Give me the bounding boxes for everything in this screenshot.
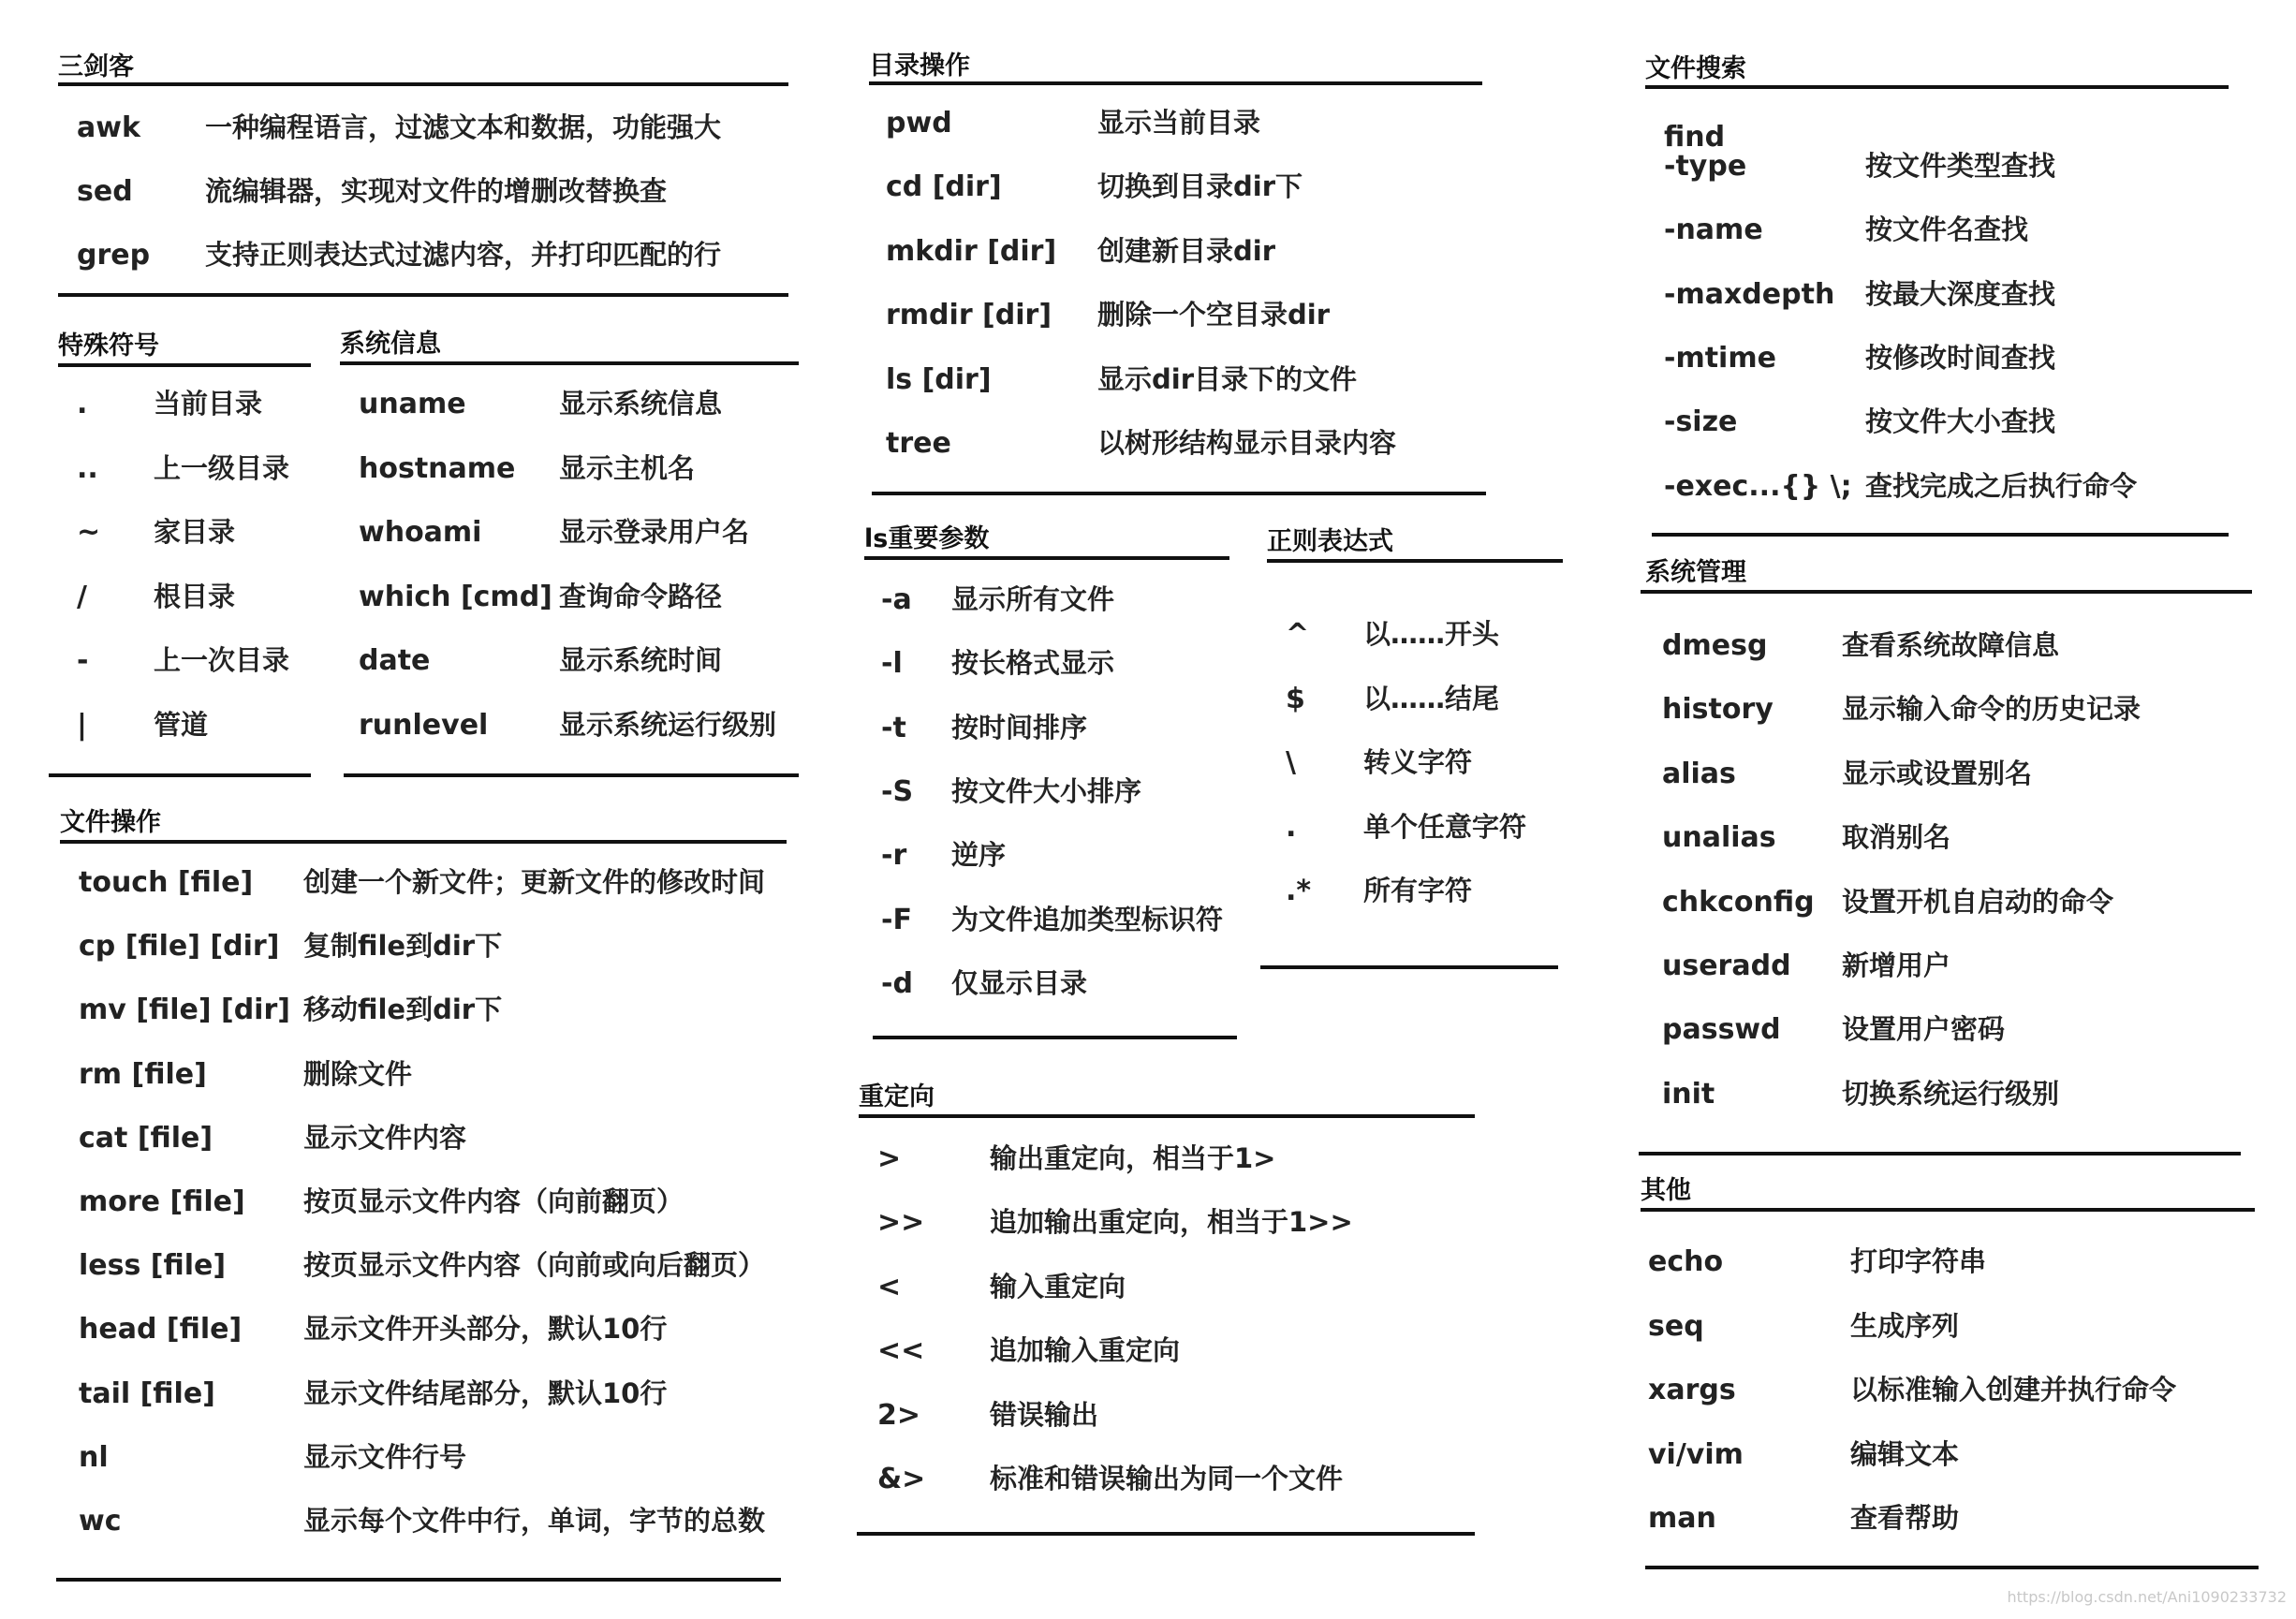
section-lsparams bbox=[864, 526, 1239, 1046]
command-description: 查看帮助 bbox=[1850, 1502, 1960, 1534]
command-description: 显示每个文件中行，单词，字节的总数 bbox=[303, 1505, 766, 1537]
command-description: 追加输出重定向，相当于1>> bbox=[990, 1206, 1353, 1239]
command-name: . bbox=[77, 388, 88, 420]
command-name: rmdir [dir] bbox=[886, 299, 1052, 332]
command-description: 显示dir目录下的文件 bbox=[1097, 362, 1358, 395]
command-name: -S bbox=[881, 774, 914, 808]
command-description: 新增用户 bbox=[1842, 949, 1951, 981]
command-description: 按长格式显示 bbox=[951, 647, 1115, 680]
command-name: hostname bbox=[359, 451, 516, 485]
command-name: < bbox=[877, 1270, 902, 1303]
command-name: history bbox=[1662, 693, 1774, 727]
command-description: 按修改时间查找 bbox=[1865, 341, 2056, 374]
command-name: -a bbox=[881, 583, 912, 616]
command-name: man bbox=[1648, 1502, 1716, 1535]
command-name: -name bbox=[1664, 213, 1763, 247]
command-name: passwd bbox=[1662, 1013, 1781, 1047]
command-description: 单个任意字符 bbox=[1363, 810, 1527, 843]
command-name: useradd bbox=[1662, 949, 1791, 982]
section-regex bbox=[1267, 529, 1567, 979]
command-description: 根目录 bbox=[154, 580, 236, 612]
command-description: 编辑文本 bbox=[1850, 1437, 1960, 1470]
command-name: .. bbox=[77, 451, 98, 485]
command-name: grep bbox=[77, 239, 151, 272]
title-rule bbox=[1641, 590, 2252, 594]
bottom-rule bbox=[344, 773, 799, 777]
command-description: 显示文件行号 bbox=[303, 1440, 467, 1473]
command-name: >> bbox=[877, 1206, 925, 1240]
command-description: 以……结尾 bbox=[1363, 682, 1500, 714]
title-rule bbox=[60, 840, 787, 844]
bottom-rule bbox=[58, 293, 788, 297]
command-name: ls [dir] bbox=[886, 362, 992, 396]
command-name: alias bbox=[1662, 757, 1736, 790]
bottom-rule bbox=[1260, 965, 1558, 969]
command-description: 错误输出 bbox=[990, 1398, 1099, 1431]
command-name: -d bbox=[881, 966, 913, 1000]
command-name: head [file] bbox=[79, 1313, 243, 1347]
command-description: 设置开机自启动的命令 bbox=[1842, 885, 2114, 918]
command-description: 显示所有文件 bbox=[951, 583, 1115, 615]
command-name: -mtime bbox=[1664, 341, 1776, 375]
command-name: -type bbox=[1664, 150, 1747, 183]
command-name: | bbox=[77, 708, 87, 742]
command-name: runlevel bbox=[359, 708, 489, 742]
command-name: seq bbox=[1648, 1309, 1704, 1343]
title-rule bbox=[859, 1114, 1475, 1118]
command-description: 上一级目录 bbox=[154, 451, 290, 484]
command-description: 仅显示目录 bbox=[951, 966, 1088, 999]
command-description: 查找完成之后执行命令 bbox=[1865, 469, 2138, 502]
command-description: 按文件大小排序 bbox=[951, 774, 1142, 807]
command-description: 按文件大小查找 bbox=[1865, 405, 2056, 438]
command-name: rm [file] bbox=[79, 1057, 207, 1091]
command-name: -exec...{} \; bbox=[1664, 469, 1852, 503]
section-title: 其他 bbox=[1641, 1176, 1691, 1205]
command-name: -t bbox=[881, 711, 906, 744]
command-description: 切换到目录dir下 bbox=[1097, 170, 1303, 203]
command-description: 支持正则表达式过滤内容，并打印匹配的行 bbox=[205, 239, 722, 271]
command-name: -F bbox=[881, 903, 912, 936]
command-description: 一种编程语言，过滤文本和数据，功能强大 bbox=[205, 111, 722, 143]
command-name: uname bbox=[359, 388, 466, 420]
command-name: ~ bbox=[77, 516, 101, 549]
command-name: which [cmd] bbox=[359, 580, 552, 613]
command-description: 上一次目录 bbox=[154, 644, 290, 676]
bottom-rule bbox=[873, 1036, 1237, 1039]
command-name: - bbox=[77, 644, 89, 677]
section-title: 目录操作 bbox=[869, 52, 970, 81]
command-description: 以标准输入创建并执行命令 bbox=[1850, 1374, 2177, 1406]
section-special bbox=[58, 333, 311, 783]
command-name: unalias bbox=[1662, 821, 1776, 855]
command-name: 2> bbox=[877, 1398, 921, 1432]
section-redirect bbox=[859, 1084, 1477, 1543]
command-name: . bbox=[1286, 810, 1297, 844]
title-rule bbox=[1645, 85, 2229, 89]
title-rule bbox=[58, 363, 311, 367]
command-description: 显示登录用户名 bbox=[559, 516, 750, 548]
command-description: 按最大深度查找 bbox=[1865, 277, 2056, 310]
section-sysinfo bbox=[340, 331, 799, 781]
title-rule bbox=[340, 361, 799, 365]
title-rule bbox=[1267, 559, 1563, 563]
command-name: less [file] bbox=[79, 1249, 227, 1283]
command-description: 显示系统运行级别 bbox=[559, 708, 777, 741]
command-name: ^ bbox=[1286, 618, 1310, 651]
command-name: -r bbox=[881, 839, 907, 873]
command-description: 显示文件开头部分，默认10行 bbox=[303, 1313, 668, 1346]
bottom-rule bbox=[1645, 1566, 2259, 1569]
command-description: 转义字符 bbox=[1363, 746, 1473, 778]
command-name: xargs bbox=[1648, 1374, 1736, 1406]
command-description: 按页显示文件内容（向前翻页） bbox=[303, 1185, 684, 1217]
command-name: cat [file] bbox=[79, 1121, 213, 1155]
command-description: 以……开头 bbox=[1363, 618, 1500, 650]
command-description: 查询命令路径 bbox=[559, 580, 723, 612]
command-description: 家目录 bbox=[154, 516, 236, 548]
command-description: 显示系统时间 bbox=[559, 644, 723, 676]
command-description: 切换系统运行级别 bbox=[1842, 1077, 2060, 1110]
command-name: > bbox=[877, 1142, 902, 1175]
command-description: 追加输入重定向 bbox=[990, 1334, 1181, 1367]
command-name: vi/vim bbox=[1648, 1437, 1744, 1471]
watermark: https://blog.csdn.net/Ani1090233732 bbox=[2007, 1588, 2287, 1606]
command-name: sed bbox=[77, 175, 133, 208]
command-description: 打印字符串 bbox=[1850, 1245, 1987, 1277]
command-name: echo bbox=[1648, 1245, 1724, 1278]
command-name: dmesg bbox=[1662, 629, 1768, 662]
command-name: mv [file] [dir] bbox=[79, 993, 290, 1027]
command-description: 流编辑器，实现对文件的增删改替换查 bbox=[205, 175, 668, 207]
command-name: << bbox=[877, 1334, 925, 1368]
command-name: $ bbox=[1286, 682, 1305, 715]
command-description: 逆序 bbox=[951, 839, 1007, 872]
section-sanjianke bbox=[58, 54, 788, 298]
command-description: 输入重定向 bbox=[990, 1270, 1126, 1303]
command-description: 设置用户密码 bbox=[1842, 1013, 2006, 1046]
command-name: chkconfig bbox=[1662, 885, 1815, 919]
section-sysmgmt bbox=[1645, 560, 2263, 1159]
section-title: ls重要参数 bbox=[864, 524, 990, 553]
section-title: 文件操作 bbox=[60, 808, 161, 837]
command-name: more [file] bbox=[79, 1185, 245, 1218]
command-name: awk bbox=[77, 111, 140, 144]
command-name: .* bbox=[1286, 875, 1312, 907]
bottom-rule bbox=[1639, 1152, 2241, 1155]
section-title: 三剑客 bbox=[58, 52, 134, 81]
section-dirops bbox=[869, 53, 1487, 503]
command-description: 管道 bbox=[154, 708, 209, 741]
section-title: 系统信息 bbox=[340, 330, 441, 359]
title-rule bbox=[1641, 1208, 2255, 1212]
command-name: nl bbox=[79, 1440, 109, 1474]
title-rule bbox=[864, 556, 1229, 560]
command-description: 显示输入命令的历史记录 bbox=[1842, 693, 2141, 726]
section-title: 文件搜索 bbox=[1645, 54, 1746, 83]
command-name: init bbox=[1662, 1077, 1715, 1111]
command-description: 以树形结构显示目录内容 bbox=[1097, 427, 1397, 459]
command-name: / bbox=[77, 580, 87, 613]
command-name: whoami bbox=[359, 516, 482, 549]
command-description: 显示文件内容 bbox=[303, 1121, 467, 1154]
command-description: 显示文件结尾部分，默认10行 bbox=[303, 1376, 668, 1409]
bottom-rule bbox=[49, 773, 311, 777]
command-description: 显示当前目录 bbox=[1097, 107, 1261, 139]
command-description: 显示或设置别名 bbox=[1842, 757, 2033, 789]
command-name: cp [file] [dir] bbox=[79, 930, 280, 964]
command-description: 按时间排序 bbox=[951, 711, 1088, 743]
command-name: cd [dir] bbox=[886, 170, 1002, 204]
command-name: pwd bbox=[886, 107, 952, 140]
command-description: 当前目录 bbox=[154, 388, 263, 419]
command-description: 创建新目录dir bbox=[1097, 234, 1276, 267]
command-description: 按文件类型查找 bbox=[1865, 150, 2056, 182]
command-name: touch [file] bbox=[79, 866, 254, 899]
command-description: 标准和错误输出为同一个文件 bbox=[990, 1463, 1344, 1494]
command-description: 删除文件 bbox=[303, 1057, 413, 1090]
bottom-rule bbox=[56, 1578, 781, 1582]
command-name: date bbox=[359, 644, 431, 677]
command-description: 移动file到dir下 bbox=[303, 993, 503, 1026]
section-title: 系统管理 bbox=[1645, 558, 1746, 587]
command-name: -size bbox=[1664, 405, 1738, 439]
title-rule bbox=[58, 82, 788, 86]
command-description: 复制file到dir下 bbox=[303, 930, 503, 963]
command-name: -maxdepth bbox=[1664, 277, 1835, 311]
find-command: find bbox=[1664, 121, 1726, 154]
section-title: 特殊符号 bbox=[58, 331, 159, 361]
section-other bbox=[1641, 1178, 2259, 1571]
command-description: 显示系统信息 bbox=[559, 388, 723, 419]
command-description: 按文件名查找 bbox=[1865, 213, 2029, 246]
command-name: \ bbox=[1286, 746, 1296, 779]
command-description: 所有字符 bbox=[1363, 875, 1473, 906]
command-description: 生成序列 bbox=[1850, 1309, 1960, 1342]
command-name: -l bbox=[881, 647, 903, 681]
command-name: wc bbox=[79, 1505, 122, 1538]
section-fileops bbox=[60, 810, 790, 1587]
bottom-rule bbox=[872, 492, 1486, 495]
command-description: 创建一个新文件；更新文件的修改时间 bbox=[303, 866, 766, 898]
command-description: 为文件追加类型标识符 bbox=[951, 903, 1224, 935]
title-rule bbox=[869, 81, 1482, 85]
command-description: 显示主机名 bbox=[559, 451, 696, 484]
command-name: mkdir [dir] bbox=[886, 234, 1057, 268]
command-description: 查看系统故障信息 bbox=[1842, 629, 2060, 661]
section-search bbox=[1645, 56, 2244, 543]
command-description: 取消别名 bbox=[1842, 821, 1951, 854]
command-description: 按页显示文件内容（向前或向后翻页） bbox=[303, 1249, 766, 1282]
command-description: 删除一个空目录dir bbox=[1097, 299, 1331, 331]
command-name: tail [file] bbox=[79, 1376, 215, 1410]
command-name: &> bbox=[877, 1463, 926, 1495]
section-title: 正则表达式 bbox=[1267, 527, 1393, 556]
bottom-rule bbox=[857, 1532, 1475, 1536]
command-name: tree bbox=[886, 427, 951, 460]
section-title: 重定向 bbox=[859, 1082, 935, 1111]
bottom-rule bbox=[1652, 533, 2229, 537]
command-description: 输出重定向，相当于1> bbox=[990, 1142, 1276, 1174]
